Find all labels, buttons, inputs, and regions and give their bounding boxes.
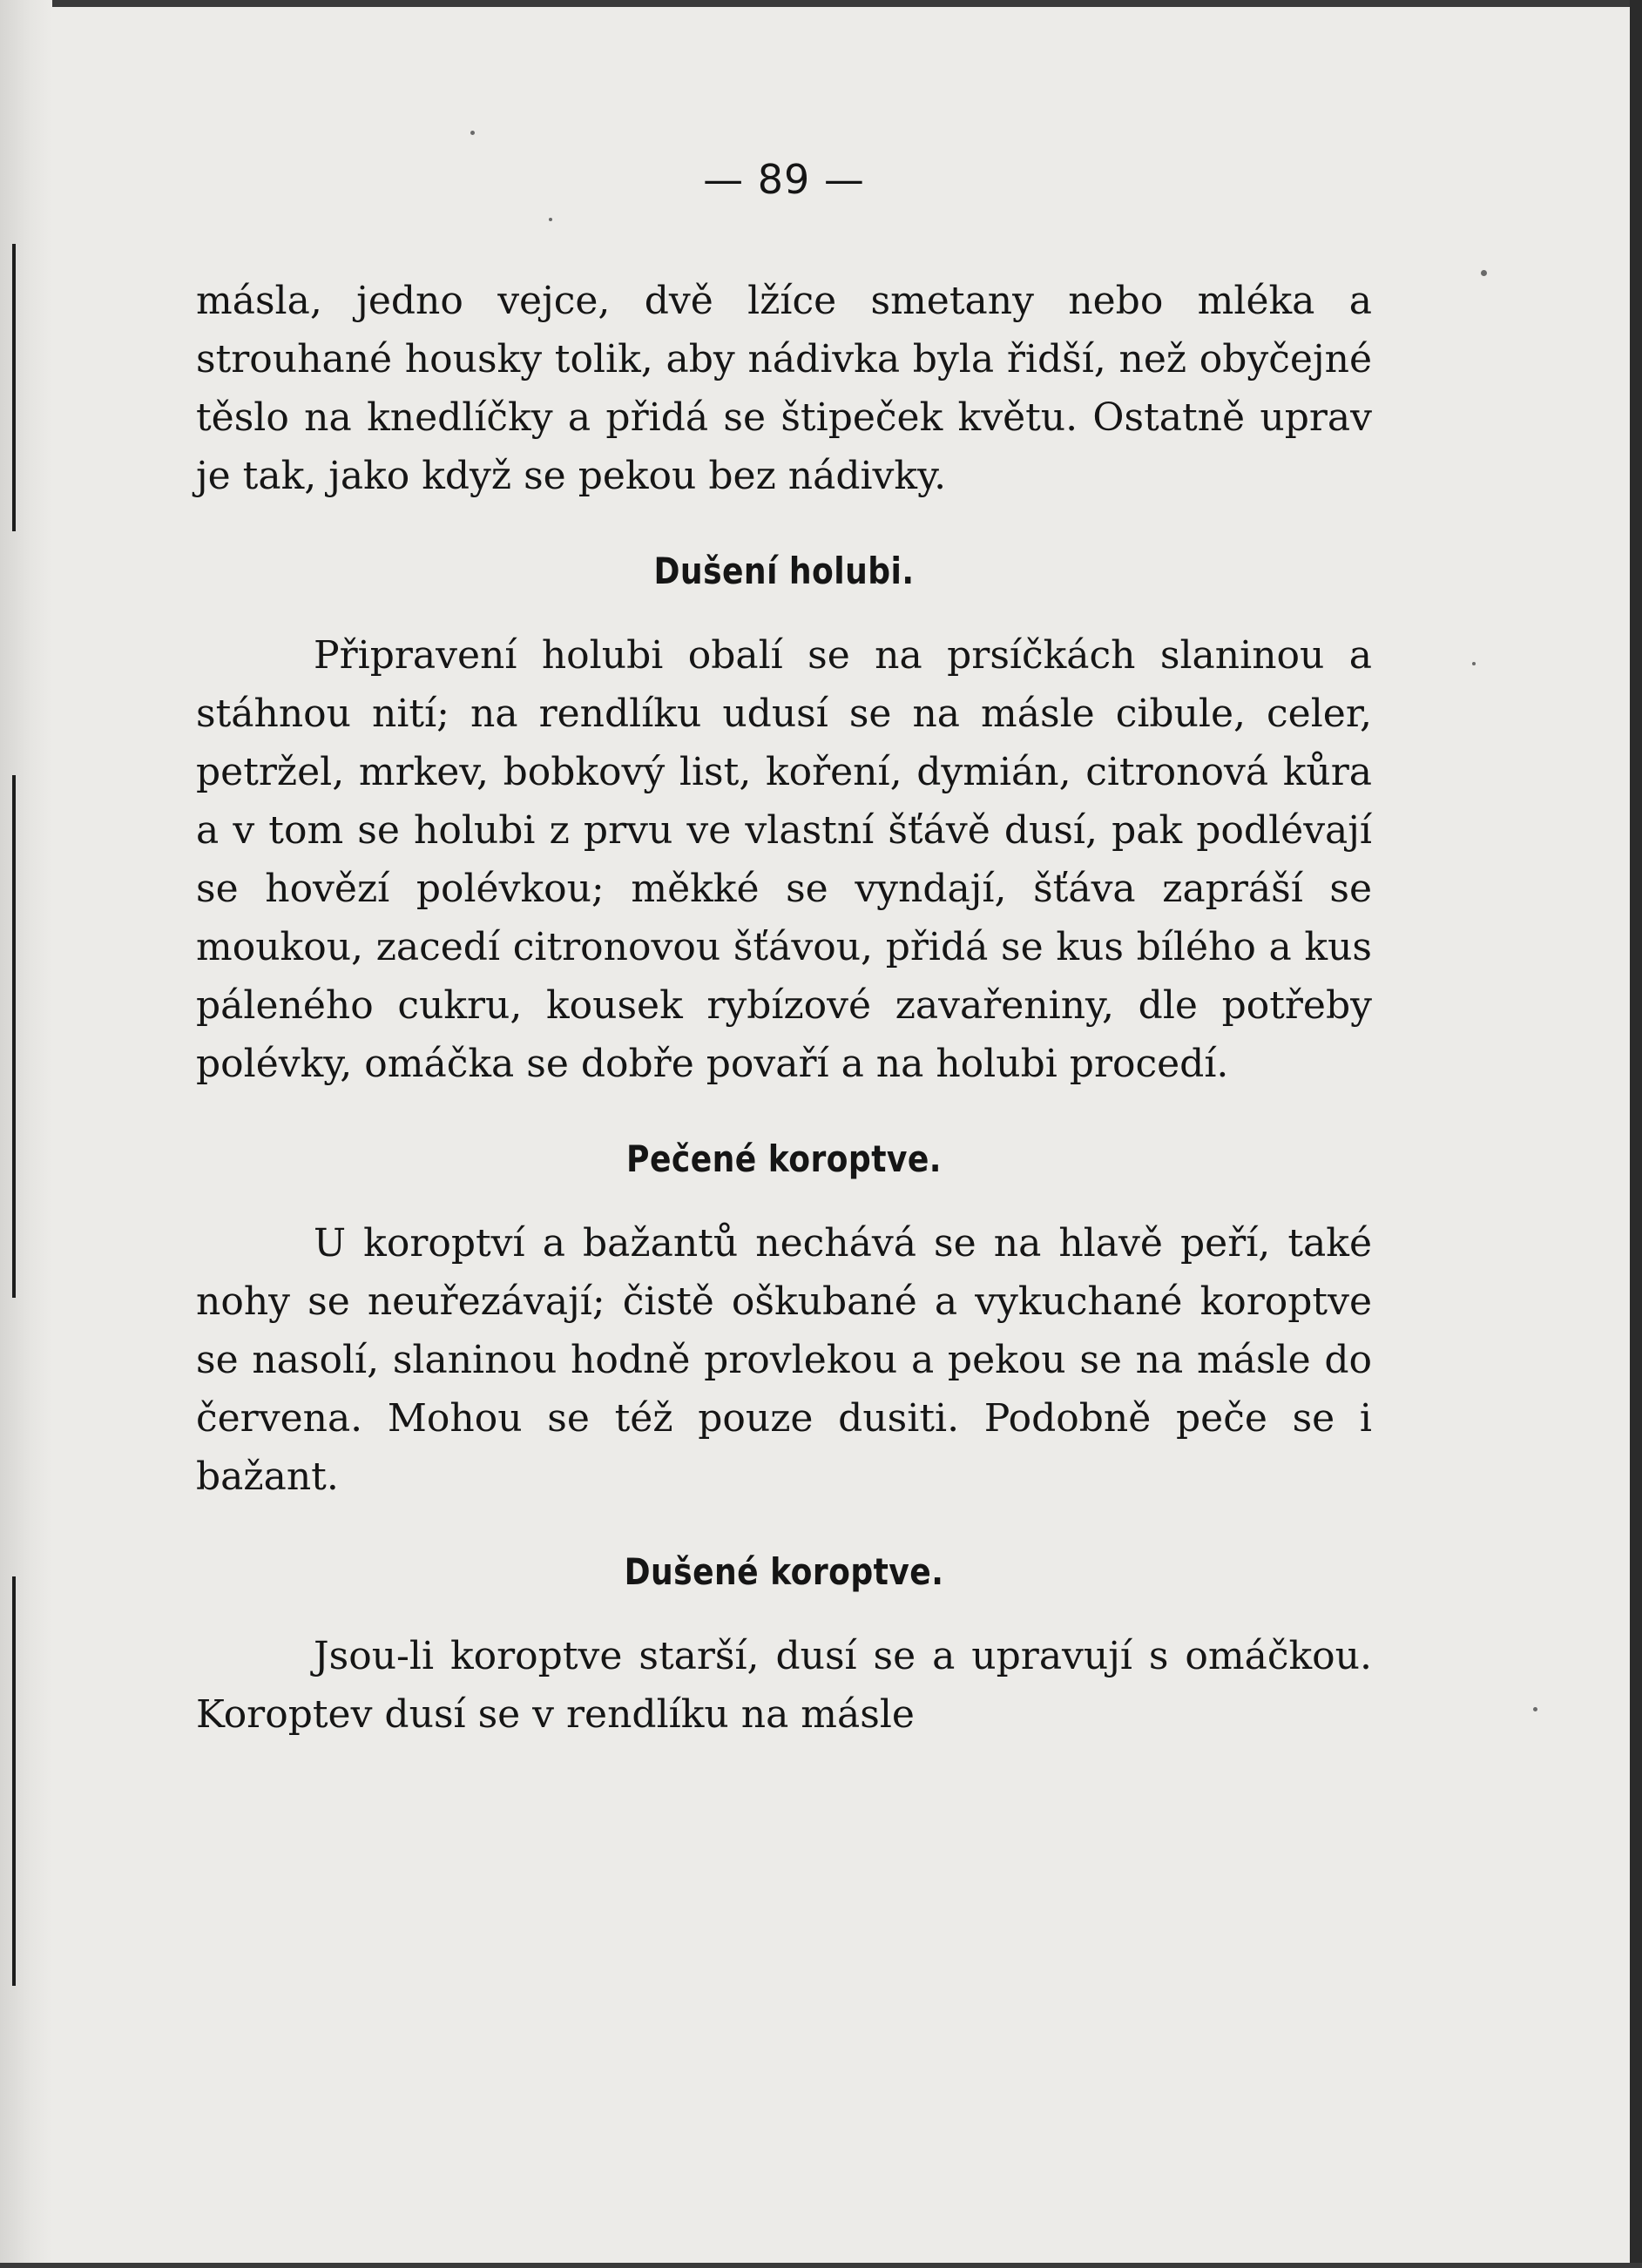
page-number: — 89 — bbox=[703, 156, 865, 203]
heading-dusene-koroptve: Dušené koroptve. bbox=[624, 1550, 944, 1593]
scan-bottom-edge bbox=[0, 2263, 1642, 2268]
binding-mark bbox=[12, 1576, 16, 1986]
paper-speck bbox=[1472, 662, 1476, 665]
scan-right-edge bbox=[1630, 0, 1642, 2268]
paper-speck bbox=[1533, 1707, 1537, 1711]
heading-pecene-koroptve: Pečené koroptve. bbox=[626, 1137, 942, 1180]
paper-speck bbox=[1481, 270, 1487, 276]
paragraph-dusene-koroptve: Jsou-li koroptve starší, dusí se a upravují s omáčkou. Koroptev dusí se v rendlíku na másle bbox=[196, 1634, 1372, 1737]
paragraph-duseni-holubi: Připravení holubi obalí se na prsíčkách slaninou a stáhnou nití; na rendlíku udusí se na másle cibule, celer, petržel, mrkev, bobkový list, koření, dymián, citronová kůra a v tom se holubi z prvu ve vlastní šťávě dusí, pak podlévají se hovězí polévkou; měkké se vyndají, šťáva zapráší se moukou, zacedí citronovou šťávou, přidá se kus bílého a kus páleného cukru, kousek rybízové zavařeniny, dle potřeby polévky, omáčka se dobře povaří a na holubi procedí. bbox=[196, 633, 1372, 1086]
scan-top-edge bbox=[0, 0, 1642, 7]
heading-duseni-holubi: Dušení holubi. bbox=[653, 550, 915, 592]
binding-mark bbox=[12, 244, 16, 531]
paragraph-squab-continuation: másla, jedno vejce, dvě lžíce smetany nebo mléka a strouhané housky tolik, aby nádivka byla řidší, než obyčejné těslo na knedlíčky a přidá se štipeček květu. Ostatně uprav je tak, jako když se pekou bez nádivky. bbox=[196, 279, 1372, 498]
binding-mark bbox=[12, 775, 16, 1298]
binding-shadow bbox=[0, 0, 52, 2268]
paper-speck bbox=[470, 131, 475, 135]
paragraph-pecene-koroptve: U koroptví a bažantů nechává se na hlavě peří, také nohy se neuřezávají; čistě oškubané a vykuchané koroptve se nasolí, slaninou hodně provlekou a pekou se na másle do červena. Mohou se též pouze dusiti. Podobně peče se i bažant. bbox=[196, 1221, 1372, 1499]
text-column bbox=[196, 139, 1372, 1744]
